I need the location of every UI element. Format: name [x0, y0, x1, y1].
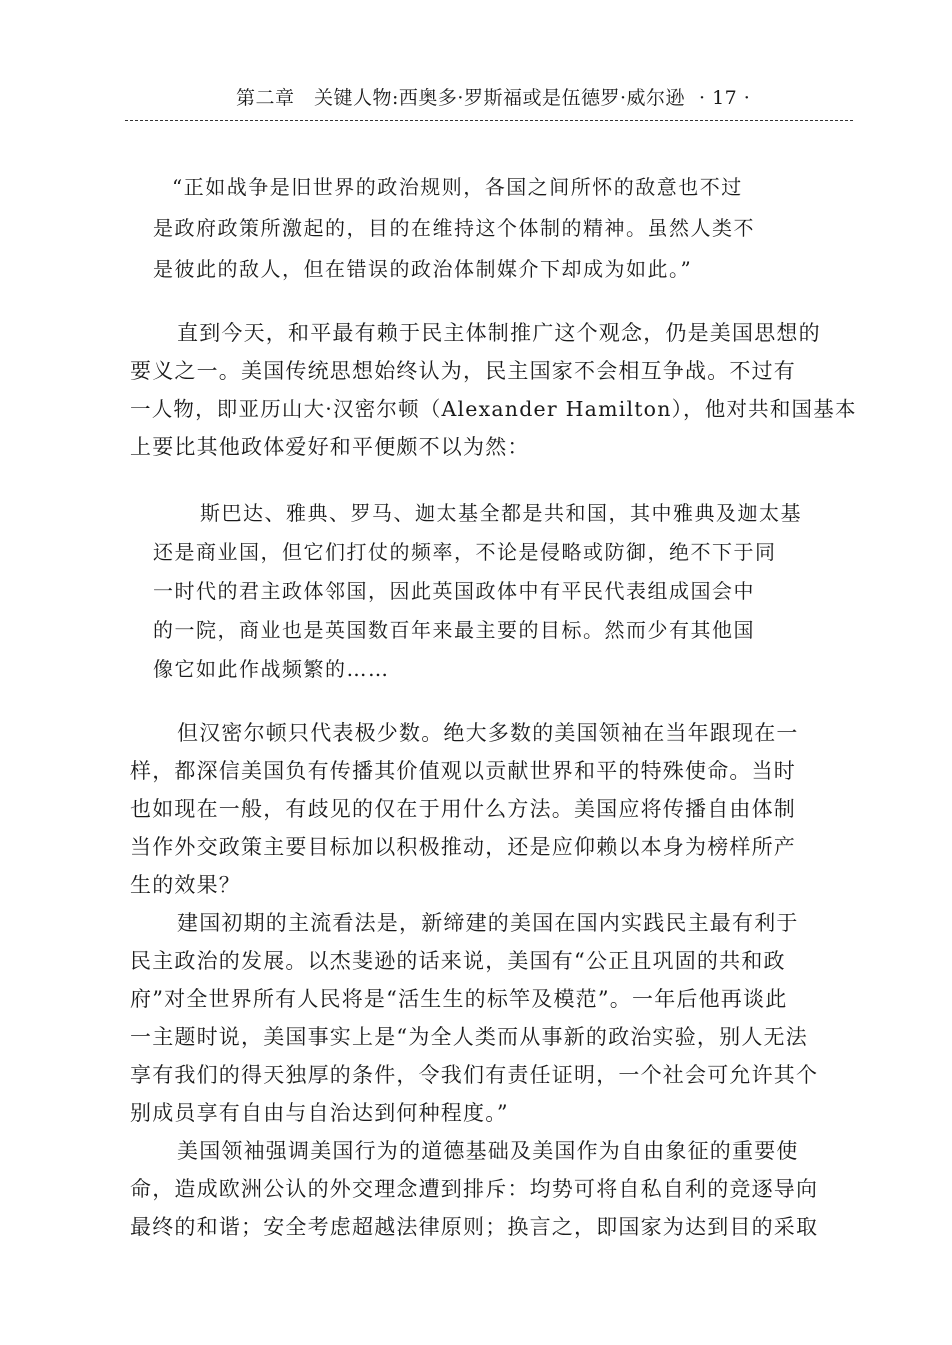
text-line: 还是商业国，但它们打仗的频率，不论是侵略或防御，绝不下于同 — [153, 540, 777, 564]
text-line: 命，造成欧洲公认的外交理念遭到排斥：均势可将自私自利的竞逐导向 — [130, 1177, 819, 1201]
text-line: 当作外交政策主要目标加以积极推动，还是应仰赖以本身为榜样所产 — [130, 835, 796, 859]
text-line: 是彼此的敌人，但在错误的政治体制媒介下却成为如此。” — [153, 257, 693, 281]
text-line: 的一院，商业也是英国数百年来最主要的目标。然而少有其他国 — [153, 618, 755, 642]
text-line: 斯巴达、雅典、罗马、迦太基全都是共和国，其中雅典及迦太基 — [200, 501, 802, 525]
text-line: 建国初期的主流看法是，新缔建的美国在国内实践民主最有利于 — [177, 911, 799, 935]
text-line: 享有我们的得天独厚的条件，令我们有责任证明，一个社会可允许其个 — [130, 1063, 819, 1087]
text-line: 一时代的君主政体邻国，因此英国政体中有平民代表组成国会中 — [153, 579, 755, 603]
page-number: · 17 · — [698, 87, 751, 109]
text-line: 是政府政策所激起的，目的在维持这个体制的精神。虽然人类不 — [153, 216, 755, 240]
text-line: 也如现在一般，有歧见的仅在于用什么方法。美国应将传播自由体制 — [130, 797, 796, 821]
text-line: 最终的和谐；安全考虑超越法律原则；换言之，即国家为达到目的采取 — [130, 1215, 819, 1239]
text-line: 上要比其他政体爱好和平便颇不以为然： — [130, 435, 530, 459]
running-header — [236, 84, 836, 112]
text-line: 但汉密尔顿只代表极少数。绝大多数的美国领袖在当年跟现在一 — [177, 721, 799, 745]
text-line: 样，都深信美国负有传播其价值观以贡献世界和平的特殊使命。当时 — [130, 759, 796, 783]
text-line: 直到今天，和平最有赖于民主体制推广这个观念，仍是美国思想的 — [177, 321, 821, 345]
text-line: 要义之一。美国传统思想始终认为，民主国家不会相互争战。不过有 — [130, 359, 796, 383]
header-rule — [125, 120, 853, 121]
text-line: 一主题时说，美国事实上是“为全人类而从事新的政治实验，别人无法 — [130, 1025, 808, 1049]
text-line: 像它如此作战频繁的…… — [153, 657, 390, 681]
text-line: 府”对全世界所有人民将是“活生生的标竿及模范”。一年后他再谈此 — [130, 987, 788, 1011]
text-line: 生的效果？ — [130, 873, 241, 897]
text-line: “正如战争是旧世界的政治规则，各国之间所怀的敌意也不过 — [172, 175, 743, 199]
text-line: 民主政治的发展。以杰斐逊的话来说，美国有“公正且巩固的共和政 — [130, 949, 786, 973]
text-line: 别成员享有自由与自治达到何种程度。” — [130, 1101, 509, 1125]
text-line: 一人物，即亚历山大·汉密尔顿（Alexander Hamilton），他对共和国基本 — [130, 397, 857, 421]
text-line: 美国领袖强调美国行为的道德基础及美国作为自由象征的重要使 — [177, 1139, 799, 1163]
chapter-title: 第二章 关键人物:西奥多·罗斯福或是伍德罗·威尔逊 — [236, 87, 685, 109]
